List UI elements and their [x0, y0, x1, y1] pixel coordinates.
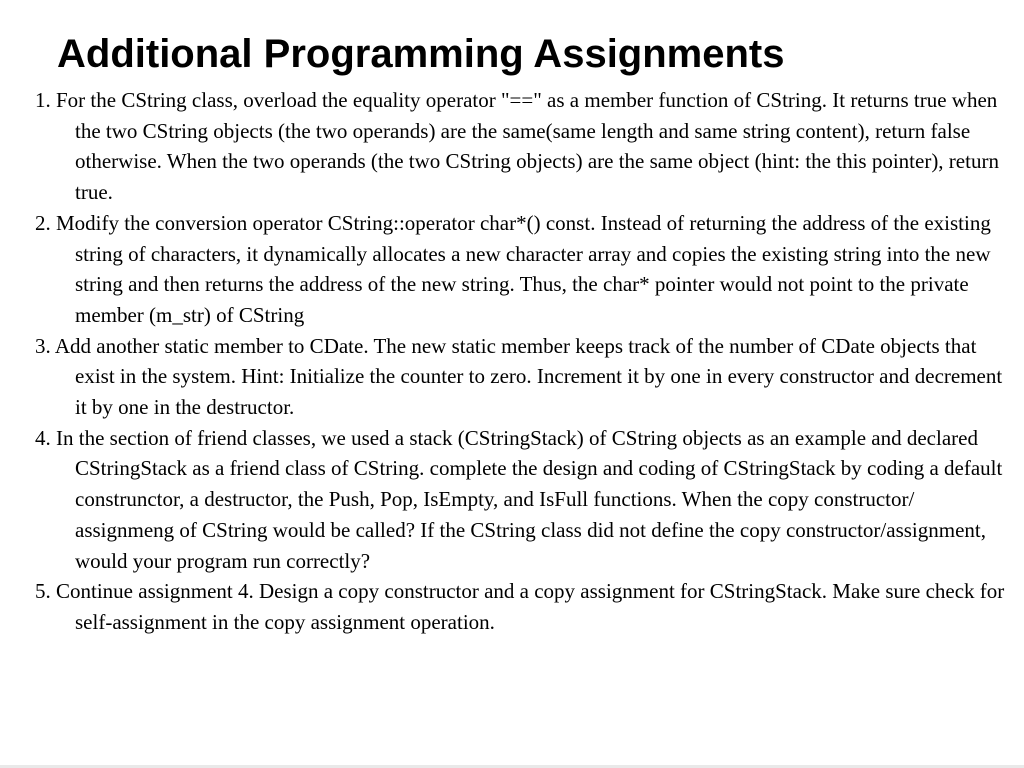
assignment-item-4: 4. In the section of friend classes, we used a stack (CStringStack) of CString objects as an example and declared CStringStack as a friend class of CString. complete the design and coding of CStringStack by coding a default construnctor, a destructor, the Push, Pop, IsEmpty, and IsFull functions. When the copy constructor/ assignmeng of CString would be called? If the CString class did not define the copy constructor/assignment, would your program run correctly? — [35, 425, 1003, 573]
assignment-item-3: 3. Add another static member to CDate. The new static member keeps track of the number of CDate objects that exist in the system. Hint: Initialize the counter to zero. Increment it by one in every constructor and decrement it by one in the destructor. — [35, 333, 1003, 420]
slide-title: Additional Programming Assignments — [57, 32, 785, 76]
assignment-item-2: 2. Modify the conversion operator CString::operator char*() const. Instead of returning the address of the existing string of characters, it dynamically allocates a new character array and copies the existing string into the new string and then returns the address of the new string. Thus, the char* pointer would not point to the private member (m_str) of CString — [35, 210, 991, 327]
assignment-list — [35, 85, 1010, 638]
assignment-item-5: 5. Continue assignment 4. Design a copy constructor and a copy assignment for CStringStack. Make sure check for self-assignment in the copy assignment operation. — [35, 579, 1005, 634]
assignment-item-1: 1. For the CString class, overload the equality operator "==" as a member function of CString. It returns true when the two CString objects (the two operands) are the same(same length and same string content), return false otherwise. When the two operands (the two CString objects) are the same object (hint: the this pointer), return true. — [35, 88, 999, 205]
